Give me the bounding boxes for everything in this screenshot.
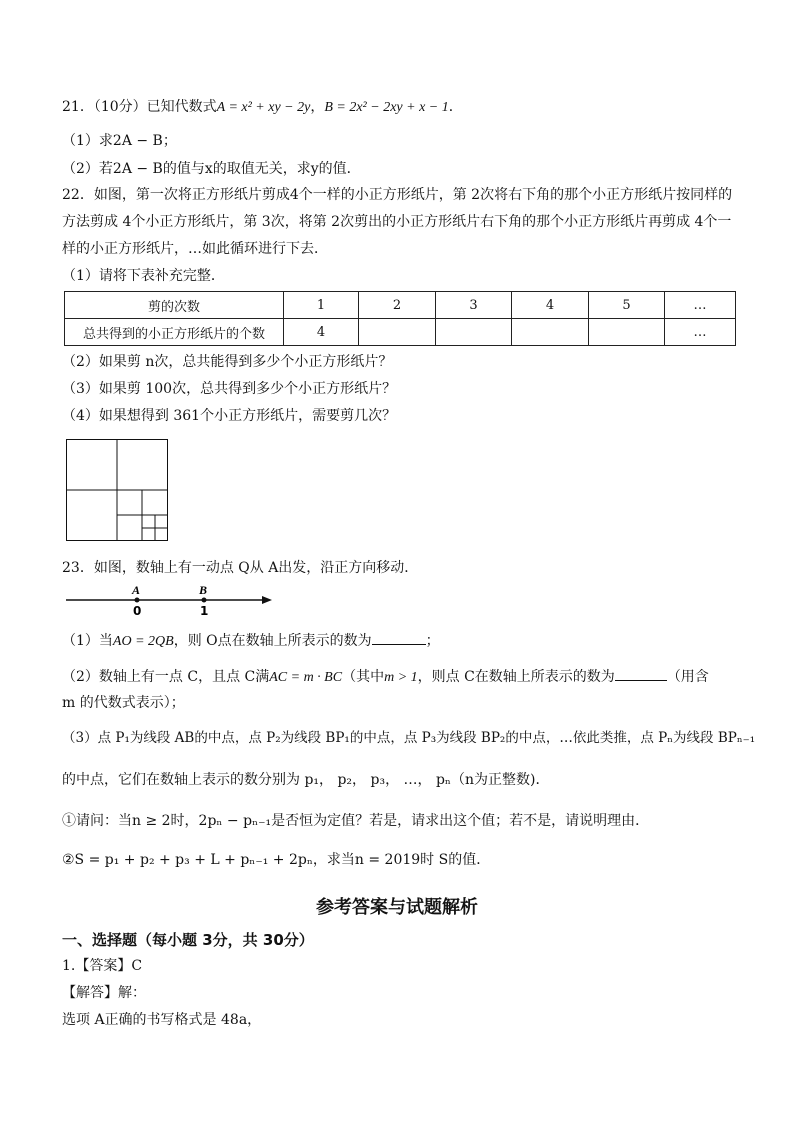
q23-part3-line2: 的中点，它们在数轴上表示的数分别为 p₁， p₂， p₃， …， pₙ（n为正整数)．: [62, 772, 550, 788]
table-cell: 2: [359, 292, 436, 319]
q21-part1: （1）求2A − B；: [62, 133, 177, 149]
table-cell: [589, 319, 665, 346]
q23-sub1: ①请问：当n ≥ 2时，2pₙ − pₙ₋₁是否恒为定值？若是，请求出这个值；若不是，请说明理由．: [62, 813, 650, 829]
label-A: A: [132, 583, 141, 597]
q22-part4: （4）如果想得到 361个小正方形纸片，需要剪几次？: [62, 408, 397, 424]
label-B: B: [199, 583, 208, 597]
table-cell: …: [665, 319, 736, 346]
tick-0: 0: [133, 604, 142, 618]
q21-header: 21．（10分）已知代数式A = x² + xy − 2y，B = 2x² − 2xy + x − 1．: [62, 99, 463, 115]
table-row: [65, 292, 736, 319]
table-cell: 3: [436, 292, 512, 319]
answer-1: 1.【答案】C: [62, 958, 143, 974]
table-cell: 4: [284, 319, 359, 346]
answers-title: 参考答案与试题解析: [316, 897, 478, 918]
q23-intro: 23．如图，数轴上有一动点 Q从 A出发，沿正方向移动．: [62, 560, 419, 576]
q23-sub2: ②S = p₁ + p₂ + p₃ + L + pₙ₋₁ + 2pₙ，求当n = 2019时 S的值．: [62, 852, 491, 868]
table-cell: 5: [589, 292, 665, 319]
table-cell: [359, 319, 436, 346]
table-row-label-total: 总共得到的小正方形纸片的个数: [65, 319, 284, 346]
q22-part1: （1）请将下表补充完整．: [62, 268, 225, 284]
cut-count-table: [64, 291, 736, 346]
q23-part2: （2）数轴上有一点 C，且点 C满AC = m · BC（其中m > 1，则点 C在数轴上所表示的数为 （用含: [62, 669, 709, 685]
table-row: [65, 319, 736, 346]
table-row-label-cuts: 剪的次数: [65, 292, 284, 319]
point-B: [202, 598, 207, 603]
q23-part1: （1）当AO = 2QB，则 O点在数轴上所表示的数为 ；: [62, 633, 440, 649]
table-cell: 4: [512, 292, 589, 319]
answer-1-explain-label: 【解答】解：: [62, 985, 146, 1001]
answer-1-text: 选项 A正确的书写格式是 48a，: [62, 1012, 262, 1028]
axis-arrow-icon: [262, 596, 272, 604]
table-cell: [512, 319, 589, 346]
q22-intro-line1: 22．如图，第一次将正方形纸片剪成4个一样的小正方形纸片，第 2次将右下角的那个小正方形纸片按同样的: [62, 187, 733, 203]
q22-part3: （3）如果剪 100次，总共得到多少个小正方形纸片？: [62, 381, 397, 397]
q21-part2: （2）若2A − B的值与x的取值无关，求y的值．: [62, 161, 361, 177]
answer-blank-1[interactable]: [372, 632, 426, 645]
q23-part3-line1: （3）点 P₁为线段 AB的中点，点 P₂为线段 BP₁的中点，点 P₃为线段 BP₂的中点，…依此类推，点 Pₙ为线段 BPₙ₋₁: [62, 730, 756, 746]
answer-blank-2[interactable]: [615, 668, 667, 681]
number-line-figure: [66, 582, 276, 618]
square-cut-figure: [66, 439, 169, 542]
tick-1: 1: [200, 604, 209, 618]
answers-section-title: 一、选择题（每小题 3分，共 30分）: [62, 931, 314, 949]
table-cell: [436, 319, 512, 346]
q22-part2: （2）如果剪 n次，总共能得到多少个小正方形纸片？: [62, 354, 393, 370]
table-cell: …: [665, 292, 736, 319]
q23-part2-cont: m 的代数式表示）；: [62, 695, 185, 711]
q22-intro-line2: 方法剪成 4个小正方形纸片，第 3次，将第 2次剪出的小正方形纸片右下角的那个小正方形纸片再剪成 4个一: [62, 214, 732, 230]
q22-intro-line3: 样的小正方形纸片，…如此循环进行下去．: [62, 241, 328, 257]
table-cell: 1: [284, 292, 359, 319]
point-A: [135, 598, 140, 603]
